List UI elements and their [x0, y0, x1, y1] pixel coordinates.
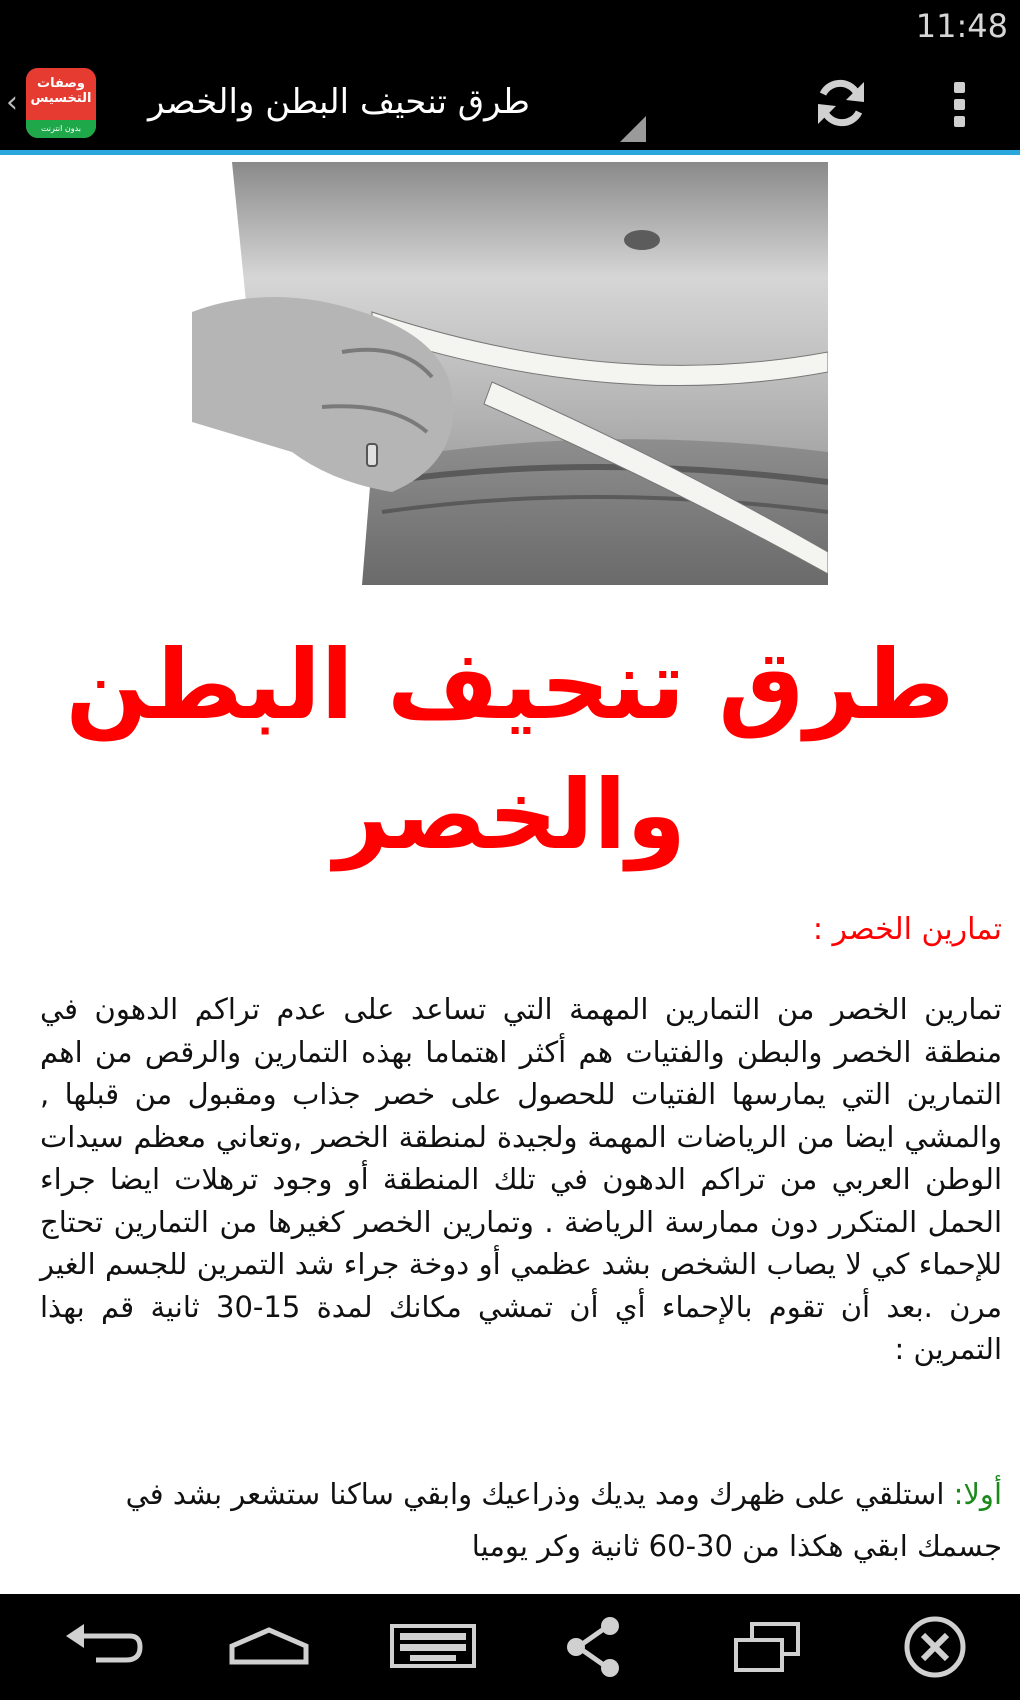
waist-measuring-tape-illustration [192, 162, 828, 585]
app-logo-title: وصفات التخسيس [26, 68, 96, 120]
overflow-menu-icon [954, 82, 965, 93]
share-icon [548, 1616, 638, 1678]
article-image [192, 162, 828, 585]
app-logo-subtitle: بدون انترنت [26, 120, 96, 138]
keyboard-icon [388, 1616, 478, 1678]
action-bar-title[interactable]: طرق تنحيف البطن والخصر [147, 82, 530, 122]
article-body: تمارين الخصر من التمارين المهمة التي تساعد على عدم تراكم الدهون في منطقة الخصر والبطن والفتيات هم أكثر اهتماما بهذه التمارين والرقص من اهم التمارين التي يمارسها الفتيات للحصول على خصر جذاب ومقبول من قبلها , والمشي ايضا من الرياضات المهمة ولجيدة لمنطقة الخصر ,وتعاني معظم سيدات الوطن العربي من تراكم الدهون في تلك المنطقة أو وجود ترهلات ايضا جراء الحمل المتكرر دون ممارسة الرياضة . وتمارين الخصر كغيرها من التمارين تحتاج للإحماء كي لا يصاب الشخص بشد عظمي أو دوخة جراء شد التمرين للجسم الغير مرن .بعد أن تقوم بالإحماء أي أن تمشي مكانك لمدة 15-30 ثانية قم بهذا التمرين : [40, 992, 1002, 1366]
status-bar [0, 0, 1020, 52]
navigation-bar [0, 1594, 1020, 1700]
share-button[interactable] [548, 1616, 638, 1678]
step-body: استلقي على ظهرك ومد يديك وذراعيك وابقي ساكنا ستشعر بشد في جسمك ابقي هكذا من 30-60 ثانية وكر يوميا [125, 1477, 1002, 1563]
home-button[interactable] [224, 1616, 314, 1678]
up-caret-icon[interactable]: ‹ [6, 85, 18, 120]
action-bar-divider [0, 150, 1020, 155]
refresh-button[interactable] [810, 72, 872, 134]
article-heading: طرق تنحيف البطن والخصر [65, 629, 955, 871]
recent-apps-button[interactable] [722, 1616, 812, 1678]
back-button[interactable] [56, 1616, 146, 1678]
keyboard-button[interactable] [388, 1616, 478, 1678]
section-heading: تمارين الخصر : [812, 912, 1002, 947]
status-time: 11:48 [915, 7, 1008, 45]
step-label: أولا: [953, 1477, 1002, 1511]
action-bar [0, 52, 1020, 152]
overflow-dot [954, 99, 965, 110]
back-icon [56, 1616, 146, 1678]
spinner-indicator-icon [620, 116, 646, 142]
overflow-dot [954, 116, 965, 127]
home-icon [224, 1616, 314, 1678]
refresh-icon [810, 72, 872, 134]
close-icon [890, 1616, 980, 1678]
step-paragraph [40, 1468, 1002, 1572]
app-logo[interactable] [26, 68, 96, 138]
recent-apps-icon [722, 1616, 812, 1678]
close-button[interactable] [890, 1616, 980, 1678]
overflow-menu-button[interactable] [940, 72, 980, 134]
